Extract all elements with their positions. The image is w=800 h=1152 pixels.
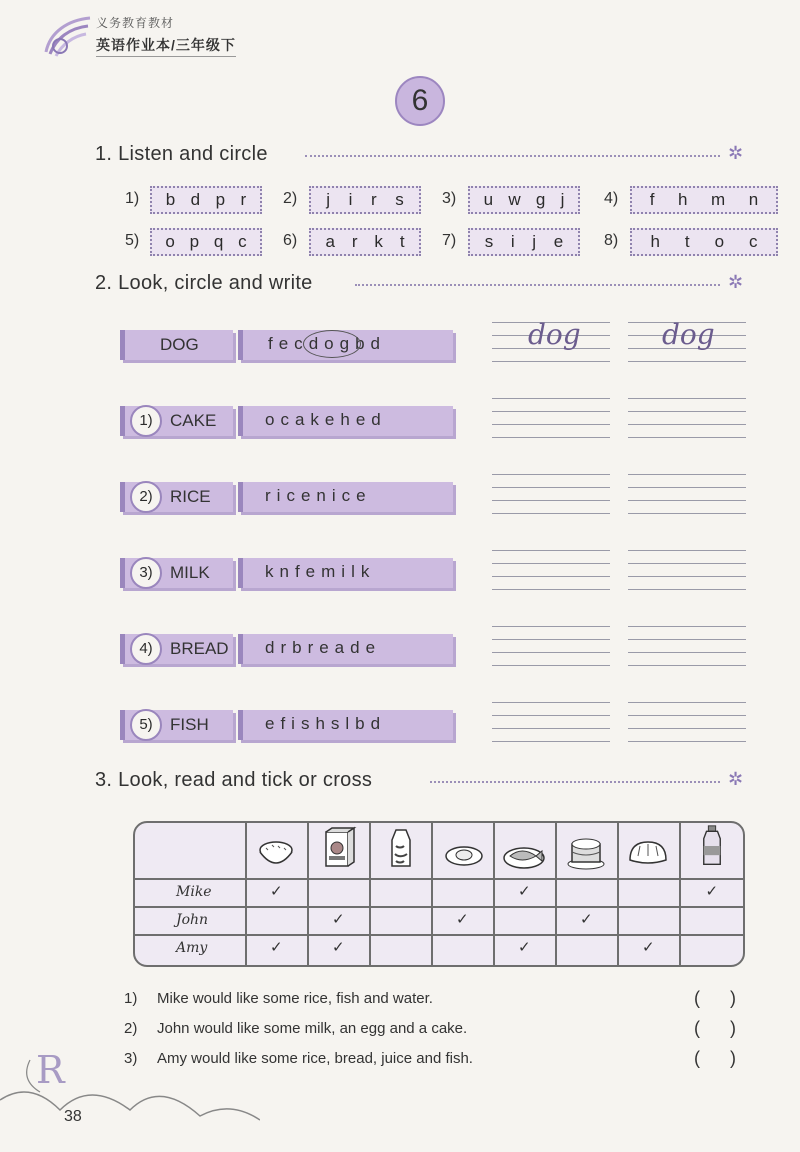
egg-icon [442, 834, 486, 878]
letter-option[interactable]: t [399, 232, 405, 251]
table-row-divider [134, 934, 744, 936]
tick-mark: ✓ [456, 911, 469, 928]
writing-line[interactable] [628, 576, 746, 577]
letter-option[interactable]: j [532, 232, 537, 251]
letter-choice-box [309, 186, 421, 214]
writing-line[interactable] [628, 589, 746, 590]
item-number-badge: 4) [130, 633, 162, 665]
writing-line[interactable] [492, 500, 610, 501]
tick-mark: ✓ [332, 911, 345, 928]
fish-plate-icon [502, 834, 546, 878]
writing-line[interactable] [628, 513, 746, 514]
writing-line[interactable] [628, 398, 746, 399]
writing-line[interactable] [628, 652, 746, 653]
writing-line[interactable] [492, 474, 610, 475]
letter-option[interactable]: r [240, 190, 247, 209]
example-letters: fec dogbd [268, 334, 386, 354]
letter-option[interactable]: i [348, 190, 353, 209]
table-column-divider [679, 822, 681, 966]
letter-option[interactable]: h [678, 190, 688, 209]
letter-option[interactable]: k [374, 232, 383, 251]
letter-option[interactable]: h [650, 232, 660, 251]
tick-mark: ✓ [705, 883, 719, 900]
tick-mark: ✓ [518, 883, 531, 900]
section3-dotted-rule [430, 781, 720, 783]
sentence-text: Mike would like some rice, fish and water. [157, 990, 433, 1007]
writing-line[interactable] [492, 589, 610, 590]
letter-option[interactable]: w [508, 190, 521, 209]
writing-line[interactable] [492, 398, 610, 399]
header-divider [96, 56, 236, 57]
letter-choice-box [630, 186, 778, 214]
letter-option[interactable]: s [484, 232, 494, 251]
writing-line[interactable] [628, 715, 746, 716]
table-row-name: John [176, 912, 209, 928]
target-word: BREAD [170, 639, 229, 658]
example-circled-word: dog [308, 334, 356, 353]
writing-line[interactable] [628, 665, 746, 666]
writing-line[interactable] [492, 652, 610, 653]
target-word: MILK [170, 563, 210, 582]
letter-option[interactable]: s [395, 190, 404, 209]
letter-option[interactable]: p [189, 232, 200, 251]
writing-line[interactable] [492, 741, 610, 742]
milk-carton-icon [378, 826, 422, 870]
writing-line[interactable] [492, 550, 610, 551]
item-number-badge: 2) [130, 481, 162, 513]
writing-line[interactable] [628, 411, 746, 412]
table-column-divider [431, 822, 433, 966]
item-number-badge: 3) [130, 557, 162, 589]
letter-option[interactable]: m [711, 190, 726, 209]
letter-choice-box [468, 186, 580, 214]
letter-option[interactable]: o [165, 232, 175, 251]
letter-choice-box [630, 228, 778, 256]
table-column-divider [307, 822, 309, 966]
writing-line[interactable] [492, 715, 610, 716]
letter-option[interactable]: u [483, 190, 494, 209]
writing-line[interactable] [492, 424, 610, 425]
header-text [96, 14, 236, 55]
target-word: CAKE [170, 411, 217, 430]
writing-line[interactable] [628, 563, 746, 564]
star-icon: ✲ [728, 143, 744, 163]
letter-option[interactable]: b [165, 190, 176, 209]
table-column-divider [369, 822, 371, 966]
sentence-text: John would like some milk, an egg and a cake. [157, 1020, 468, 1037]
writing-line[interactable] [628, 550, 746, 551]
letter-option[interactable]: p [215, 190, 226, 209]
target-word: RICE [170, 487, 211, 506]
target-word: FISH [170, 715, 209, 734]
sentence-number: 3) [124, 1050, 138, 1067]
item-number: 5) [125, 232, 140, 249]
unit-number: 6 [395, 76, 445, 126]
letter-string[interactable]: efishslbd [265, 714, 387, 733]
decor-letter: R [36, 1048, 65, 1092]
writing-line[interactable] [492, 665, 610, 666]
rice-bowl-icon [254, 830, 298, 874]
letter-choice-box [468, 228, 580, 256]
writing-line[interactable] [628, 639, 746, 640]
table-column-divider [493, 822, 495, 966]
item-number: 8) [604, 232, 619, 249]
example-word: DOG [160, 335, 199, 354]
writing-line[interactable] [628, 500, 746, 501]
writing-line[interactable] [628, 728, 746, 729]
section2-title: 2. Look, circle and write [95, 272, 313, 294]
letter-option[interactable]: o [714, 232, 725, 251]
table-row-divider [134, 878, 744, 880]
publisher-logo [40, 12, 94, 58]
writing-line[interactable] [628, 424, 746, 425]
writing-line[interactable] [492, 626, 610, 627]
item-number: 4) [604, 190, 619, 207]
writing-line[interactable] [628, 474, 746, 475]
letter-option[interactable]: g [535, 190, 546, 209]
writing-line[interactable] [628, 487, 746, 488]
writing-line[interactable] [628, 702, 746, 703]
table-column-divider [555, 822, 557, 966]
tick-mark: ✓ [518, 939, 531, 956]
item-number: 6) [283, 232, 298, 249]
table-column-divider [617, 822, 619, 966]
letter-choice-box [150, 186, 262, 214]
water-bottle-icon [690, 824, 734, 868]
writing-line[interactable] [492, 563, 610, 564]
tick-mark: ✓ [642, 939, 655, 956]
item-number-badge: 1) [130, 405, 162, 437]
writing-line[interactable] [628, 437, 746, 438]
writing-line[interactable] [492, 513, 610, 514]
item-number: 1) [125, 190, 140, 207]
letter-option[interactable]: a [325, 232, 335, 251]
writing-line[interactable] [628, 626, 746, 627]
letter-choice-box [150, 228, 262, 256]
letter-option[interactable]: i [510, 232, 515, 251]
sentence-text: Amy would like some rice, bread, juice and fish. [157, 1050, 473, 1067]
letter-choice-box [309, 228, 421, 256]
tick-mark: ✓ [270, 883, 283, 900]
book-title: 英语作业本/三年级下 [96, 37, 236, 53]
letter-option[interactable]: e [553, 232, 564, 251]
item-number: 7) [442, 232, 457, 249]
letter-option[interactable]: n [748, 190, 759, 209]
example-answer-circle [303, 330, 361, 358]
item-number: 2) [283, 190, 298, 207]
section2-dotted-rule [355, 284, 720, 286]
writing-line[interactable] [492, 576, 610, 577]
writing-line[interactable] [492, 702, 610, 703]
letter-string[interactable]: drbreade [265, 638, 382, 657]
section1-dotted-rule [305, 155, 720, 157]
letter-option[interactable]: c [749, 232, 758, 251]
sentence-number: 2) [124, 1020, 138, 1037]
page-number: 38 [64, 1108, 82, 1125]
item-number-badge: 5) [130, 709, 162, 741]
letter-option[interactable]: q [213, 232, 224, 251]
letter-option[interactable]: r [370, 190, 377, 209]
sentence-number: 1) [124, 990, 138, 1007]
letter-string[interactable]: ricenice [265, 486, 372, 505]
letter-string[interactable]: ocakehed [265, 410, 387, 429]
letter-option[interactable]: r [351, 232, 358, 251]
star-icon: ✲ [728, 272, 744, 292]
writing-line[interactable] [492, 639, 610, 640]
letter-option[interactable]: j [560, 190, 565, 209]
section3-title: 3. Look, read and tick or cross [95, 769, 373, 791]
table-row-name: Amy [176, 940, 208, 956]
cake-icon [564, 828, 608, 872]
example-handwriting-1: dog [528, 318, 581, 351]
table-column-divider [245, 822, 247, 966]
writing-line[interactable] [628, 741, 746, 742]
series-label: 义务教育教材 [96, 16, 175, 30]
letter-option[interactable]: d [190, 190, 201, 209]
answer-parentheses[interactable]: ( ) [694, 988, 736, 1008]
letter-option[interactable]: t [684, 232, 690, 251]
letter-option[interactable]: c [238, 232, 247, 251]
letter-string[interactable]: knfemilk [265, 562, 376, 581]
table-row-divider [134, 906, 744, 908]
writing-line[interactable] [492, 361, 610, 362]
letter-option[interactable]: j [326, 190, 331, 209]
writing-line[interactable] [492, 437, 610, 438]
star-icon: ✲ [728, 769, 744, 789]
item-number: 3) [442, 190, 457, 207]
tick-mark: ✓ [580, 911, 593, 928]
answer-parentheses[interactable]: ( ) [694, 1018, 736, 1038]
section1-title: 1. Listen and circle [95, 143, 268, 165]
letter-option[interactable]: f [649, 190, 655, 209]
tick-mark: ✓ [270, 939, 283, 956]
answer-parentheses[interactable]: ( ) [694, 1048, 736, 1068]
bread-icon [626, 832, 670, 876]
writing-line[interactable] [492, 411, 610, 412]
tick-mark: ✓ [332, 939, 345, 956]
table-row-name: Mike [176, 884, 212, 900]
example-handwriting-2: dog [662, 318, 715, 351]
writing-line[interactable] [492, 728, 610, 729]
writing-line[interactable] [492, 487, 610, 488]
writing-line[interactable] [628, 361, 746, 362]
juice-box-icon [316, 826, 360, 870]
